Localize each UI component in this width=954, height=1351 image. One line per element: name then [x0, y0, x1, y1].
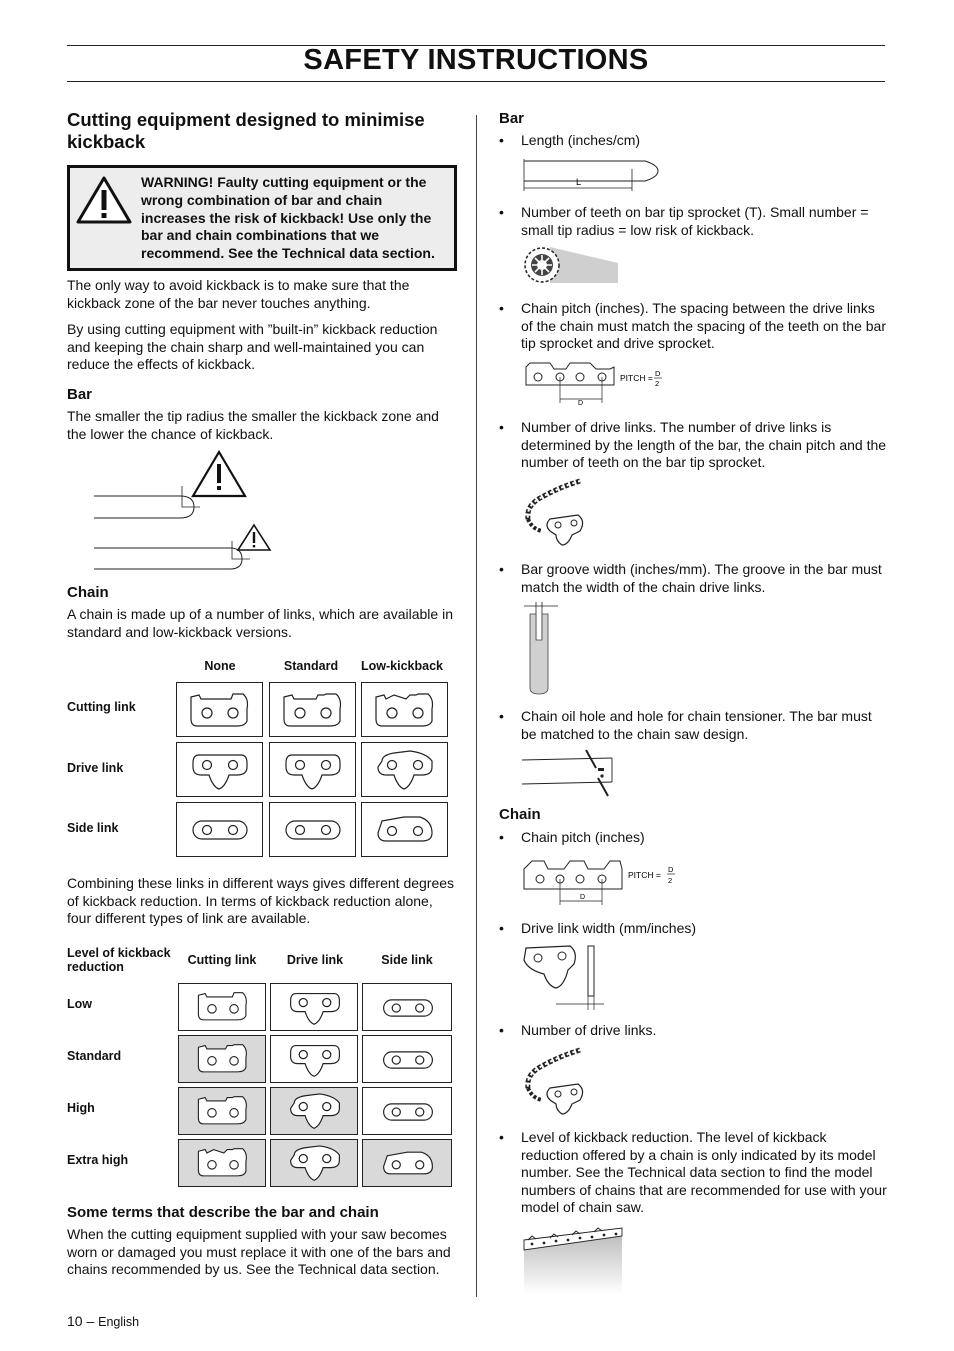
combining-paragraph: Combining these links in different ways gives different degrees of kickback reduction. In terms of kickback reduction alone, four different types of link are available.: [67, 875, 455, 926]
right-chain-heading: Chain: [499, 806, 541, 823]
header-bottom-rule: [67, 81, 885, 82]
sprocket-figure: [520, 243, 620, 287]
warning-text: WARNING! Faulty cutting equipment or the wrong combination of bar and chain increases the risk of kickback! Use only the bar and chain combinations that we recommend. See the Technical data section.: [141, 174, 435, 262]
chain-model-figure: [520, 1222, 630, 1294]
page-footer: [67, 1313, 139, 1329]
bar-length-figure: [520, 155, 664, 195]
table1-cell: [176, 742, 263, 797]
bar-oil-hole-figure: [520, 748, 620, 798]
bar-groove-figure: [520, 600, 560, 696]
bar-pitch-figure: [520, 357, 670, 407]
side-link-icon: [380, 1047, 436, 1073]
table2-cell: [362, 983, 452, 1031]
warning-box: [67, 165, 457, 271]
bar-item-length: Length (inches/cm): [521, 132, 641, 148]
bullet-icon: •: [499, 132, 504, 148]
chain-item-pitch: Chain pitch (inches): [521, 829, 645, 845]
table1-row-drive-link: Drive link: [67, 761, 124, 775]
side-link-icon: [282, 817, 344, 843]
chain-item-width: Drive link width (mm/inches): [521, 920, 697, 936]
page-title: SAFETY INSTRUCTIONS: [303, 44, 649, 76]
table2-row-low: Low: [67, 997, 92, 1011]
drive-link-icon: [374, 749, 436, 791]
d-label: D: [578, 400, 584, 407]
bullet-icon: •: [499, 829, 504, 845]
side-link-icon: [374, 813, 436, 845]
table2-row-high: High: [67, 1101, 95, 1115]
drive-link-icon: [287, 1039, 343, 1081]
drive-link-icon: [287, 987, 343, 1029]
footer-language: English: [98, 1315, 140, 1329]
table2-cell: [362, 1035, 452, 1083]
chain-subheading: Chain: [67, 584, 109, 601]
table1-cell: [176, 682, 263, 737]
table2-row-standard: Standard: [67, 1049, 122, 1063]
side-link-icon: [380, 1147, 436, 1179]
right-bar-heading: Bar: [499, 110, 525, 127]
cutting-link-icon: [195, 1145, 251, 1183]
cutting-link-icon: [187, 691, 253, 729]
table1-cell: [176, 802, 263, 857]
table1-cell: [269, 802, 356, 857]
table2-cell: [270, 1035, 358, 1083]
bar-item-teeth: Number of teeth on bar tip sprocket (T). Small number = small tip radius = low risk of kickback.: [521, 204, 869, 238]
table1-row-side-link: Side link: [67, 821, 119, 835]
table1-cell: [361, 742, 448, 797]
table2-cell: [178, 1087, 266, 1135]
table2-col-side-link: Side link: [381, 953, 433, 967]
table1-cell: [269, 682, 356, 737]
drive-link-width-figure: [520, 942, 610, 1012]
drive-link-icon: [287, 1091, 343, 1133]
chain-loop-figure: [520, 1044, 600, 1119]
intro-paragraph: The only way to avoid kickback is to make sure that the kickback zone of the bar never touches anything.: [67, 277, 410, 311]
chain-item-drive-links: Number of drive links.: [521, 1022, 657, 1038]
pitch-numerator: D: [668, 865, 674, 874]
bullet-icon: •: [499, 920, 504, 936]
table2-cell: [270, 1087, 358, 1135]
length-label: L: [576, 177, 582, 187]
bar-item-drive-links: Number of drive links. The number of drive links is determined by the length of the bar, the chain pitch and the number of teeth on the bar tip sprocket.: [521, 419, 887, 470]
chain-loop-figure: [520, 475, 600, 550]
terms-paragraph: When the cutting equipment supplied with your saw becomes worn or damaged you must replace it with one of the bars and chains recommended by us. See the Technical data section.: [67, 1226, 451, 1277]
section-heading: Cutting equipment designed to minimise kickback: [67, 109, 425, 152]
table1-cell: [361, 802, 448, 857]
table2-cell: [270, 1139, 358, 1187]
table1-cell: [361, 682, 448, 737]
table2-cell: [362, 1087, 452, 1135]
cutting-link-icon: [280, 691, 346, 729]
bullet-icon: •: [499, 708, 504, 724]
side-link-icon: [189, 817, 251, 843]
bullet-icon: •: [499, 204, 504, 220]
table2-cell: [270, 983, 358, 1031]
column-divider: [476, 115, 477, 1297]
table1-col-standard: Standard: [283, 659, 339, 673]
warning-triangle-icon: [76, 175, 132, 225]
table1-row-cutting-link: Cutting link: [67, 700, 136, 714]
pitch-label: PITCH =: [620, 373, 653, 383]
bullet-icon: •: [499, 300, 504, 316]
pitch-denominator: 2: [655, 379, 660, 388]
pitch-numerator: D: [655, 369, 661, 378]
bar-item-oil-hole: Chain oil hole and hole for chain tensioner. The bar must be matched to the chain saw design.: [521, 708, 872, 742]
drive-link-icon: [282, 749, 344, 791]
bullet-icon: •: [499, 1129, 504, 1145]
d-label: D: [580, 894, 586, 901]
table2-corner-label: Level of kickback reduction: [67, 946, 171, 974]
pitch-denominator: 2: [668, 876, 673, 885]
table2-col-cutting-link: Cutting link: [187, 953, 257, 967]
table2-cell: [362, 1139, 452, 1187]
chain-pitch-figure: [520, 857, 680, 907]
bar-tip-radius-figure: [90, 450, 280, 572]
drive-link-icon: [287, 1143, 343, 1185]
side-link-icon: [380, 995, 436, 1021]
page-number: 10 –: [67, 1313, 95, 1329]
terms-subheading: Some terms that describe the bar and chain: [67, 1204, 379, 1221]
bullet-icon: •: [499, 1022, 504, 1038]
chain-paragraph: A chain is made up of a number of links, which are available in standard and low-kickback versions.: [67, 606, 453, 640]
table1-col-low-kickback: Low-kickback: [361, 659, 443, 673]
table2-row-extra-high: Extra high: [67, 1153, 129, 1167]
cutting-link-icon: [372, 691, 438, 729]
bullet-icon: •: [499, 419, 504, 435]
bullet-icon: •: [499, 561, 504, 577]
cutting-link-icon: [195, 1093, 251, 1131]
bar-item-pitch: Chain pitch (inches). The spacing between the drive links of the chain must match the spacing of the teeth on the bar tip sprocket and drive sprocket.: [521, 300, 887, 351]
drive-link-icon: [189, 749, 251, 791]
builtin-paragraph: By using cutting equipment with ”built-in” kickback reduction and keeping the chain sharp and well-maintained you can reduce the effects of kickback.: [67, 321, 438, 372]
table1-col-none: None: [204, 659, 236, 673]
table2-col-drive-link: Drive link: [286, 953, 344, 967]
table2-cell: [178, 1035, 266, 1083]
table2-cell: [178, 1139, 266, 1187]
pitch-label: PITCH =: [628, 870, 661, 880]
side-link-icon: [380, 1099, 436, 1125]
chain-item-kickback-level: Level of kickback reduction. The level of kickback reduction offered by a chain is only indicated by its model number. See the Technical data section to find the model numbers of chains that are recommended for use with your model of chain saw.: [521, 1129, 887, 1215]
bar-subheading: Bar: [67, 386, 93, 403]
bar-item-groove: Bar groove width (inches/mm). The groove in the bar must match the width of the chain drive links.: [521, 561, 882, 595]
cutting-link-icon: [195, 989, 251, 1027]
cutting-link-icon: [195, 1041, 251, 1079]
table1-cell: [269, 742, 356, 797]
table2-cell: [178, 983, 266, 1031]
bar-paragraph: The smaller the tip radius the smaller the kickback zone and the lower the chance of kickback.: [67, 408, 439, 442]
